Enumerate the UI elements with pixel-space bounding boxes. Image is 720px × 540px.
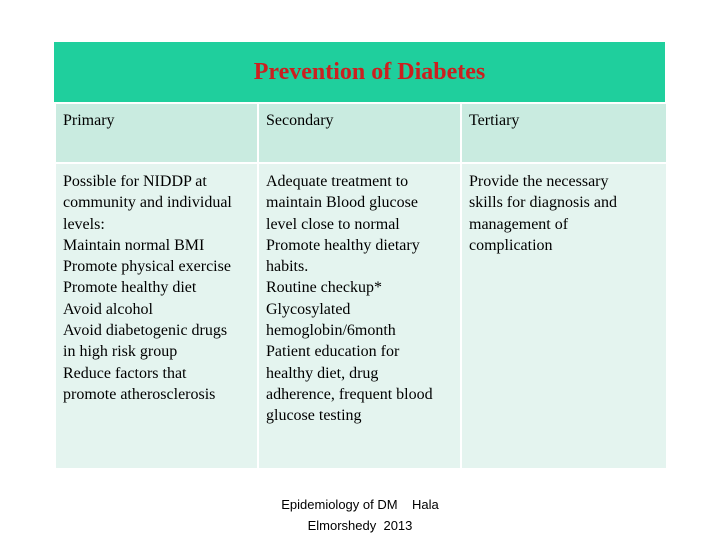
list-item: in high risk group	[63, 343, 178, 361]
footer-line-2: Elmorshedy 2013	[307, 518, 413, 533]
list-item: Glycosylated	[266, 300, 351, 318]
table-title-cell	[54, 42, 666, 102]
list-item: healthy diet, drug	[266, 364, 379, 382]
secondary-content-cell	[257, 162, 460, 468]
list-item: skills for diagnosis and	[469, 194, 617, 212]
footer-line-1: Epidemiology of DM Hala	[281, 497, 439, 512]
prevention-table	[54, 42, 666, 468]
list-item: Promote healthy diet	[63, 279, 197, 297]
list-item: Reduce factors that	[63, 364, 187, 382]
list-item: Promote physical exercise	[63, 258, 231, 276]
list-item: adherence, frequent blood	[266, 385, 433, 403]
list-item: glucose testing	[266, 407, 362, 425]
tertiary-content-cell	[460, 162, 666, 468]
list-item: Patient education for	[266, 343, 400, 361]
list-item: management of	[469, 215, 569, 233]
list-item: Adequate treatment to	[266, 173, 409, 190]
list-item: promote atherosclerosis	[63, 385, 216, 403]
header-tertiary: Tertiary	[460, 102, 666, 162]
list-item: Maintain normal BMI	[63, 236, 205, 254]
table-title: Prevention of Diabetes	[253, 58, 486, 85]
list-item: Promote healthy dietary	[266, 236, 420, 254]
list-item: complication	[469, 236, 553, 254]
primary-content-cell	[54, 162, 257, 468]
list-item: community and individual	[63, 194, 232, 212]
list-item: level close to normal	[266, 215, 400, 233]
list-item: Possible for NIDDP at	[63, 173, 207, 190]
list-item: Avoid diabetogenic drugs	[63, 322, 228, 340]
list-item: levels:	[63, 215, 105, 233]
list-item: hemoglobin/6month	[266, 322, 396, 340]
list-item: Avoid alcohol	[63, 300, 153, 318]
header-primary: Primary	[54, 102, 257, 162]
list-item: habits.	[266, 258, 309, 276]
footer-citation	[0, 494, 720, 536]
header-secondary: Secondary	[257, 102, 460, 162]
list-item: Provide the necessary	[469, 173, 609, 190]
list-item: Routine checkup*	[266, 279, 382, 297]
list-item: maintain Blood glucose	[266, 194, 418, 212]
